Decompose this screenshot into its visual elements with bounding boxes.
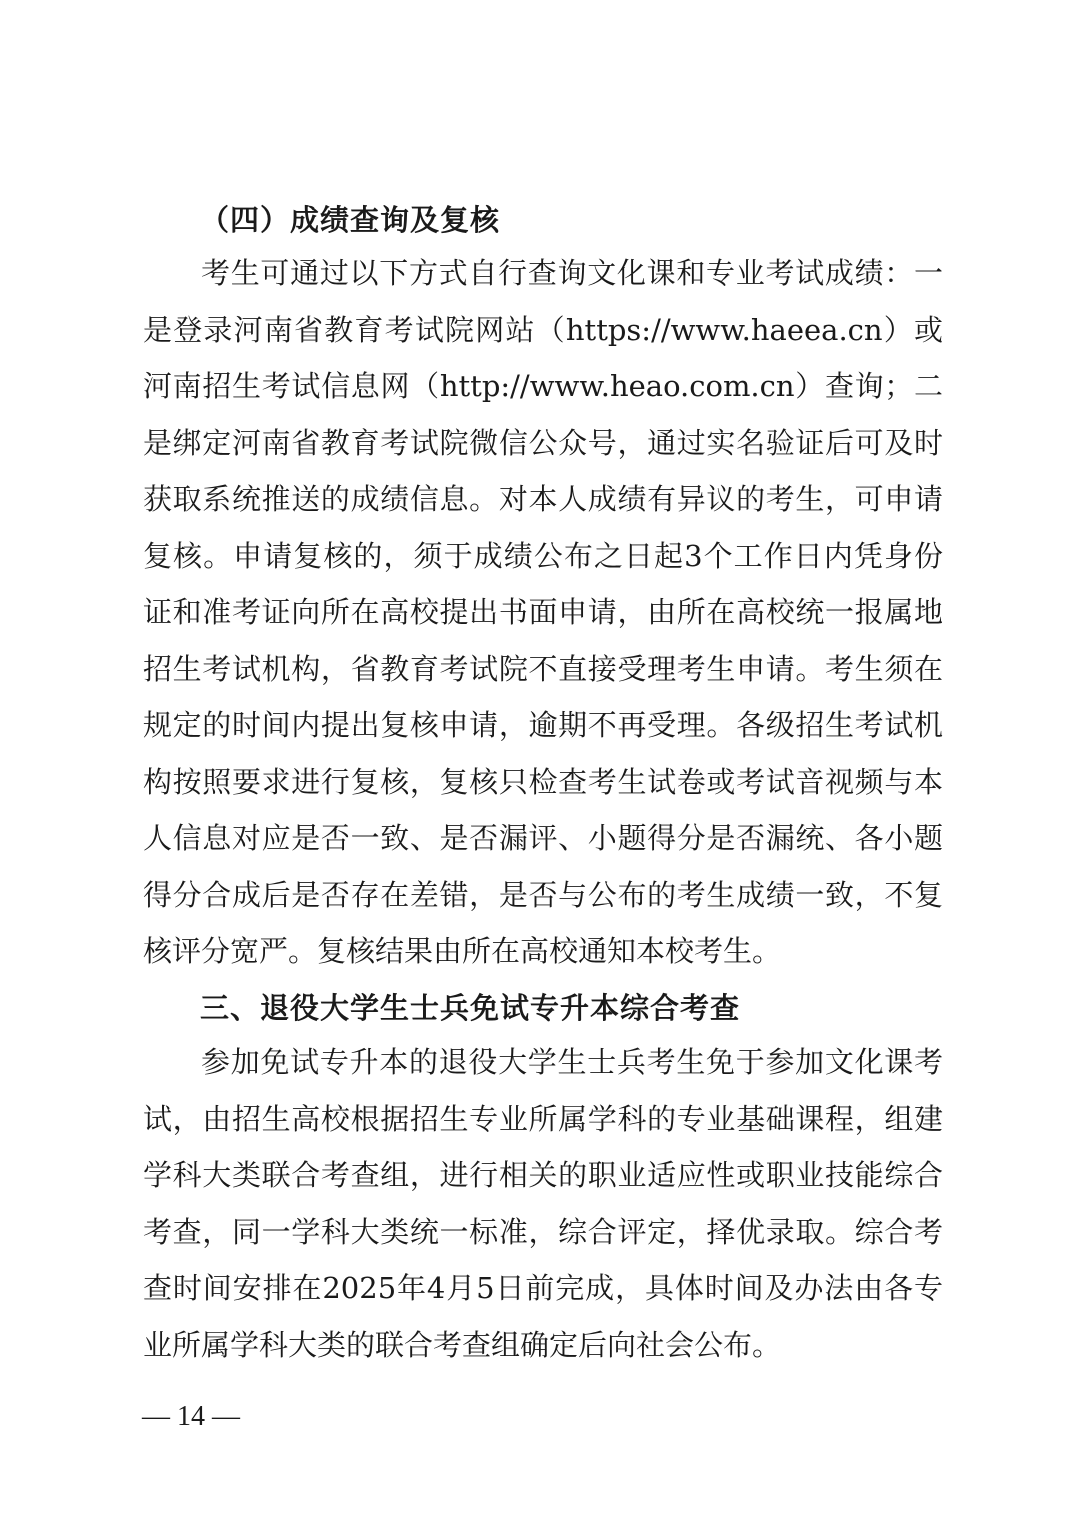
section-three-body: 参加免试专升本的退役大学生士兵考生免于参加文化课考试，由招生高校根据招生专业所属学科的专业基础课程，组建学科大类联合考查组，进行相关的职业适应性或职业技能综合考查，同一学科大类统一标准，综合评定，择优录取。综合考查时间安排在2025年4月5日前完成，具体时间及办法由各专业所属学科大类的联合考查组确定后向社会公布。 bbox=[143, 1045, 943, 1362]
section-three-heading: 三、退役大学生士兵免试专升本综合考查 bbox=[200, 991, 741, 1025]
section-four-body: 考生可通过以下方式自行查询文化课和专业考试成绩：一是登录河南省教育考试院网站（https://www.haeea.cn）或河南招生考试信息网（http://www.heao.com.cn）查询；二是绑定河南省教育考试院微信公众号，通过实名验证后可及时获取系统推送的成绩信息。对本人成绩有异议的考生，可申请复核。申请复核的，须于成绩公布之日起3个工作日内凭身份证和准考证向所在高校提出书面申请，由所在高校统一报属地招生考试机构，省教育考试院不直接受理考生申请。考生须在规定的时间内提出复核申请，逾期不再受理。各级招生考试机构按照要求进行复核，复核只检查考生试卷或考试音视频与本人信息对应是否一致、是否漏评、小题得分是否漏统、各小题得分合成后是否存在差错，是否与公布的考生成绩一致，不复核评分宽严。复核结果由所在高校通知本校考生。 bbox=[143, 256, 943, 968]
page-number: — 14 — bbox=[142, 1401, 240, 1432]
section-four-heading: （四）成绩查询及复核 bbox=[200, 203, 501, 237]
